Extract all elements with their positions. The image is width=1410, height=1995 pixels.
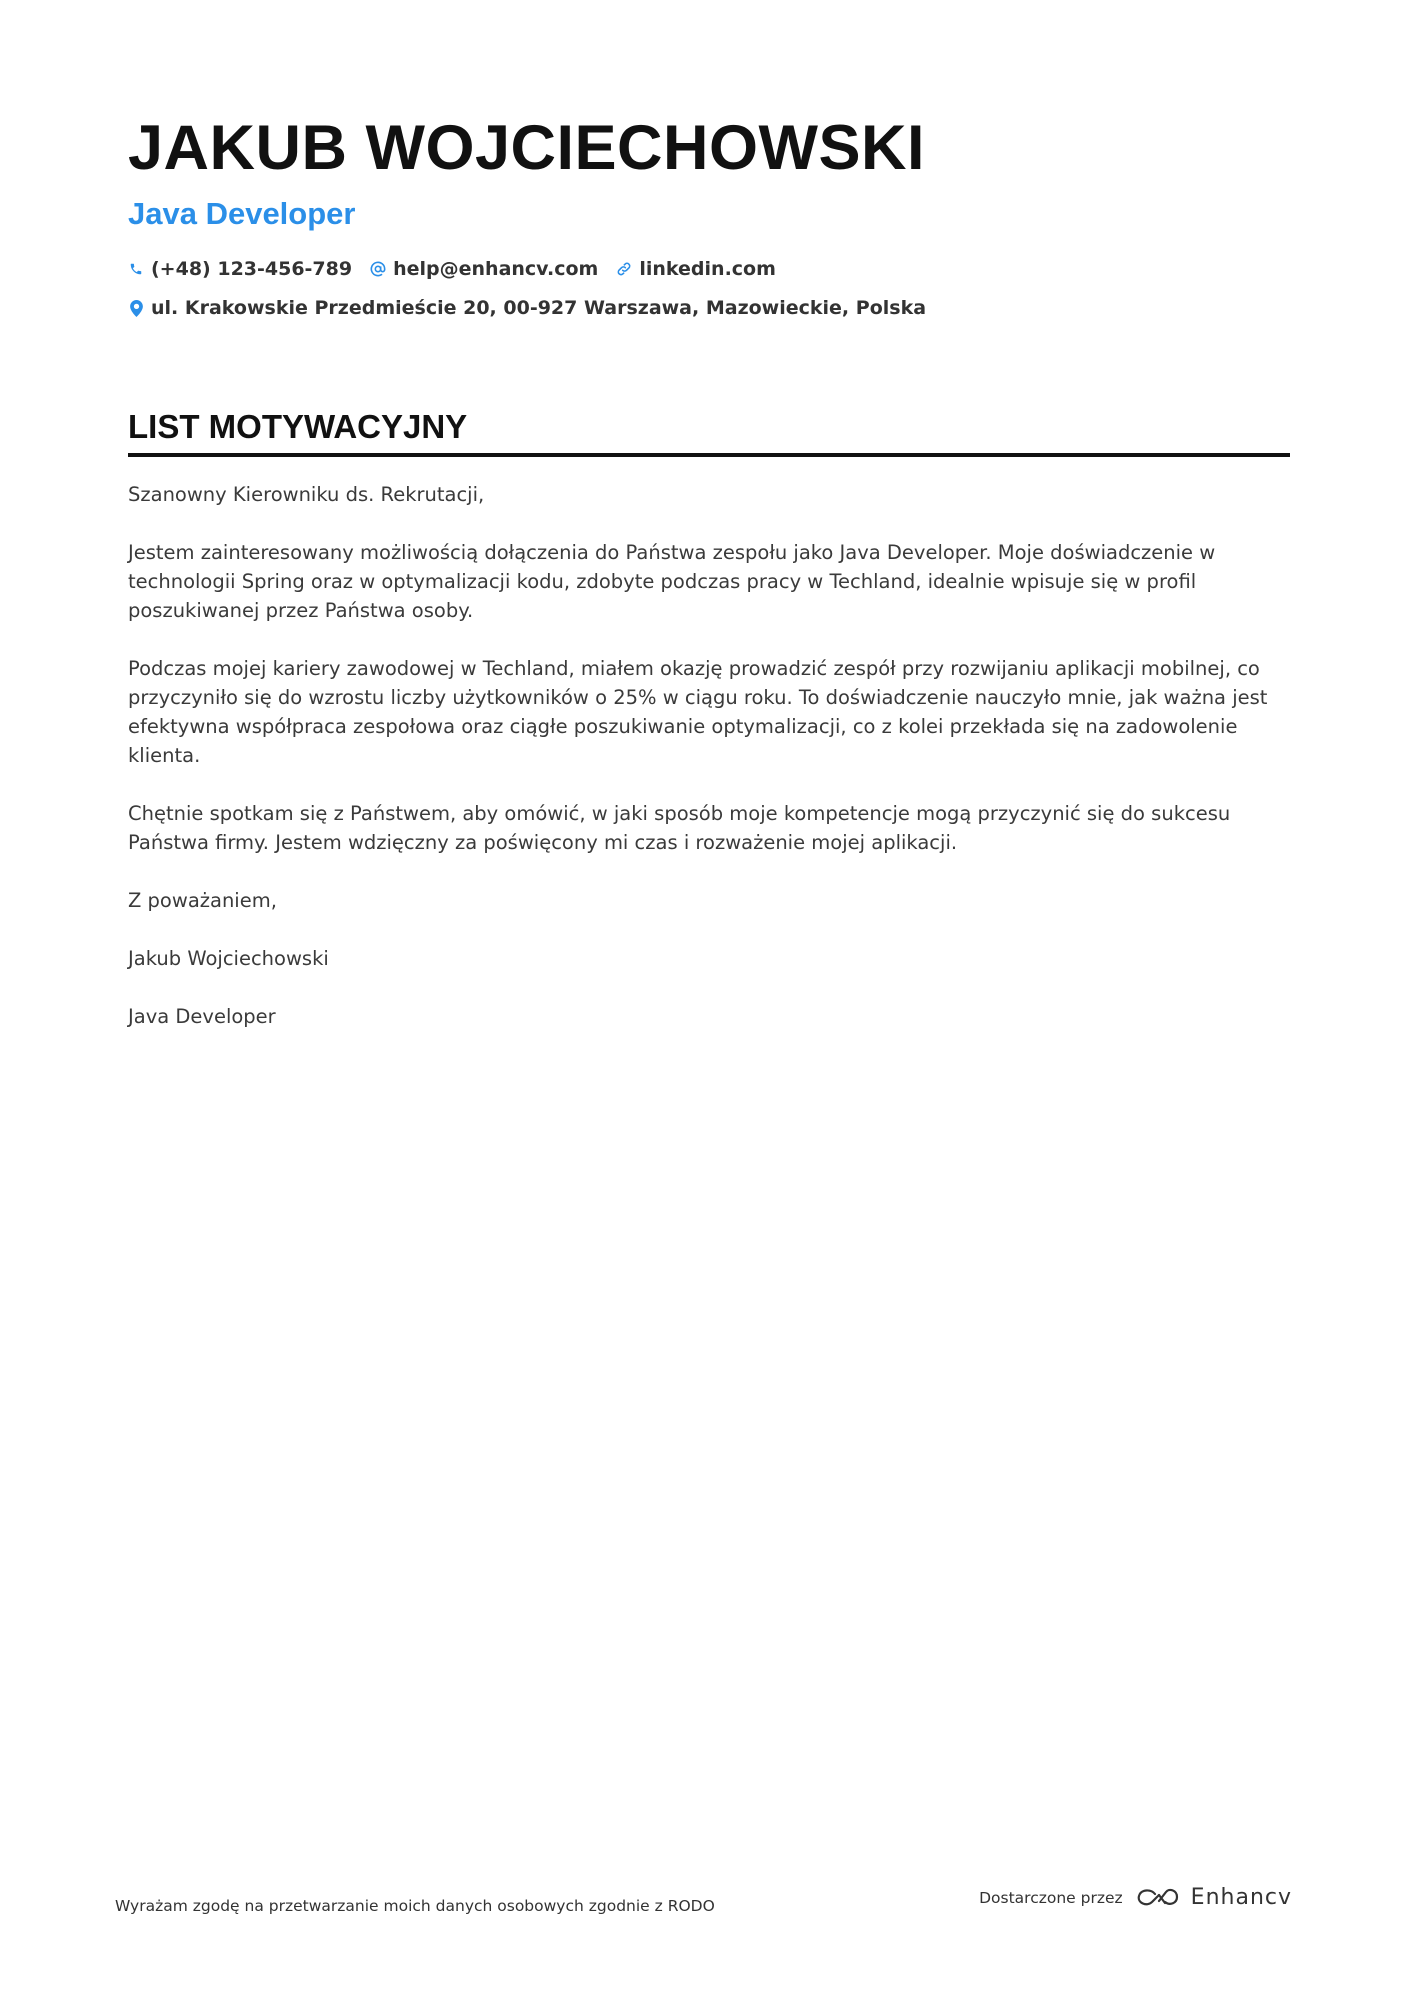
letter-paragraph-1: Jestem zainteresowany możliwością dołączenia do Państwa zespołu jako Java Developer. Moje doświadczenie w technologii Spring oraz w optymalizacji kodu, zdobyte podczas pracy w Techland, idealnie wpisuje się w profil poszukiwanej przez Państwa osoby. — [128, 541, 1216, 622]
location-pin-icon — [128, 299, 144, 317]
address-text: ul. Krakowskie Przedmieście 20, 00-927 Warszawa, Mazowieckie, Polska — [151, 297, 927, 319]
linkedin-contact[interactable] — [616, 258, 776, 280]
linkedin-text[interactable]: linkedin.com — [639, 258, 776, 280]
phone-icon — [128, 260, 144, 278]
header — [128, 108, 1288, 334]
contact-row-address — [128, 295, 1288, 321]
section-title: LIST MOTYWACYJNY — [128, 405, 1290, 457]
signature-name: Jakub Wojciechowski — [128, 947, 329, 970]
phone-contact — [128, 258, 352, 280]
letter-body — [128, 480, 1293, 1060]
link-icon — [616, 260, 632, 278]
powered-by[interactable] — [979, 1885, 1292, 1910]
candidate-role: Java Developer — [128, 196, 356, 231]
email-contact[interactable] — [370, 258, 598, 280]
phone-text: (+48) 123-456-789 — [151, 258, 353, 280]
email-text[interactable]: help@enhancv.com — [393, 258, 599, 280]
candidate-name: JAKUB WOJCIECHOWSKI — [128, 113, 926, 183]
signature-role: Java Developer — [128, 1005, 276, 1028]
contact-row-primary — [128, 256, 1288, 282]
gdpr-consent: Wyrażam zgodę na przetwarzanie moich danych osobowych zgodnie z RODO — [115, 1897, 715, 1915]
letter-paragraph-3: Chętnie spotkam się z Państwem, aby omówić, w jaki sposób moje kompetencje mogą przyczynić się do sukcesu Państwa firmy. Jestem wdzięczny za poświęcony mi czas i rozważenie mojej aplikacji. — [128, 802, 1231, 854]
letter-greeting: Szanowny Kierowniku ds. Rekrutacji, — [128, 483, 485, 506]
address-contact — [128, 297, 926, 319]
letter-closing: Z poważaniem, — [128, 889, 277, 912]
letter-paragraph-2: Podczas mojej kariery zawodowej w Techland, miałem okazję prowadzić zespół przy rozwijaniu aplikacji mobilnej, co przyczyniło się do wzrostu liczby użytkowników o 25% w ciągu roku. To doświadczenie nauczyło mnie, jak ważna jest efektywna współpraca zespołowa oraz ciągłe poszukiwanie optymalizacji, co z kolei przekłada się na zadowolenie klienta. — [128, 657, 1268, 767]
contact-info — [128, 256, 1288, 321]
brand-name: Enhancv — [1190, 1885, 1292, 1910]
enhancv-logo-icon — [1135, 1886, 1181, 1910]
powered-by-text: Dostarczone przez — [979, 1888, 1123, 1907]
at-icon — [370, 260, 386, 278]
